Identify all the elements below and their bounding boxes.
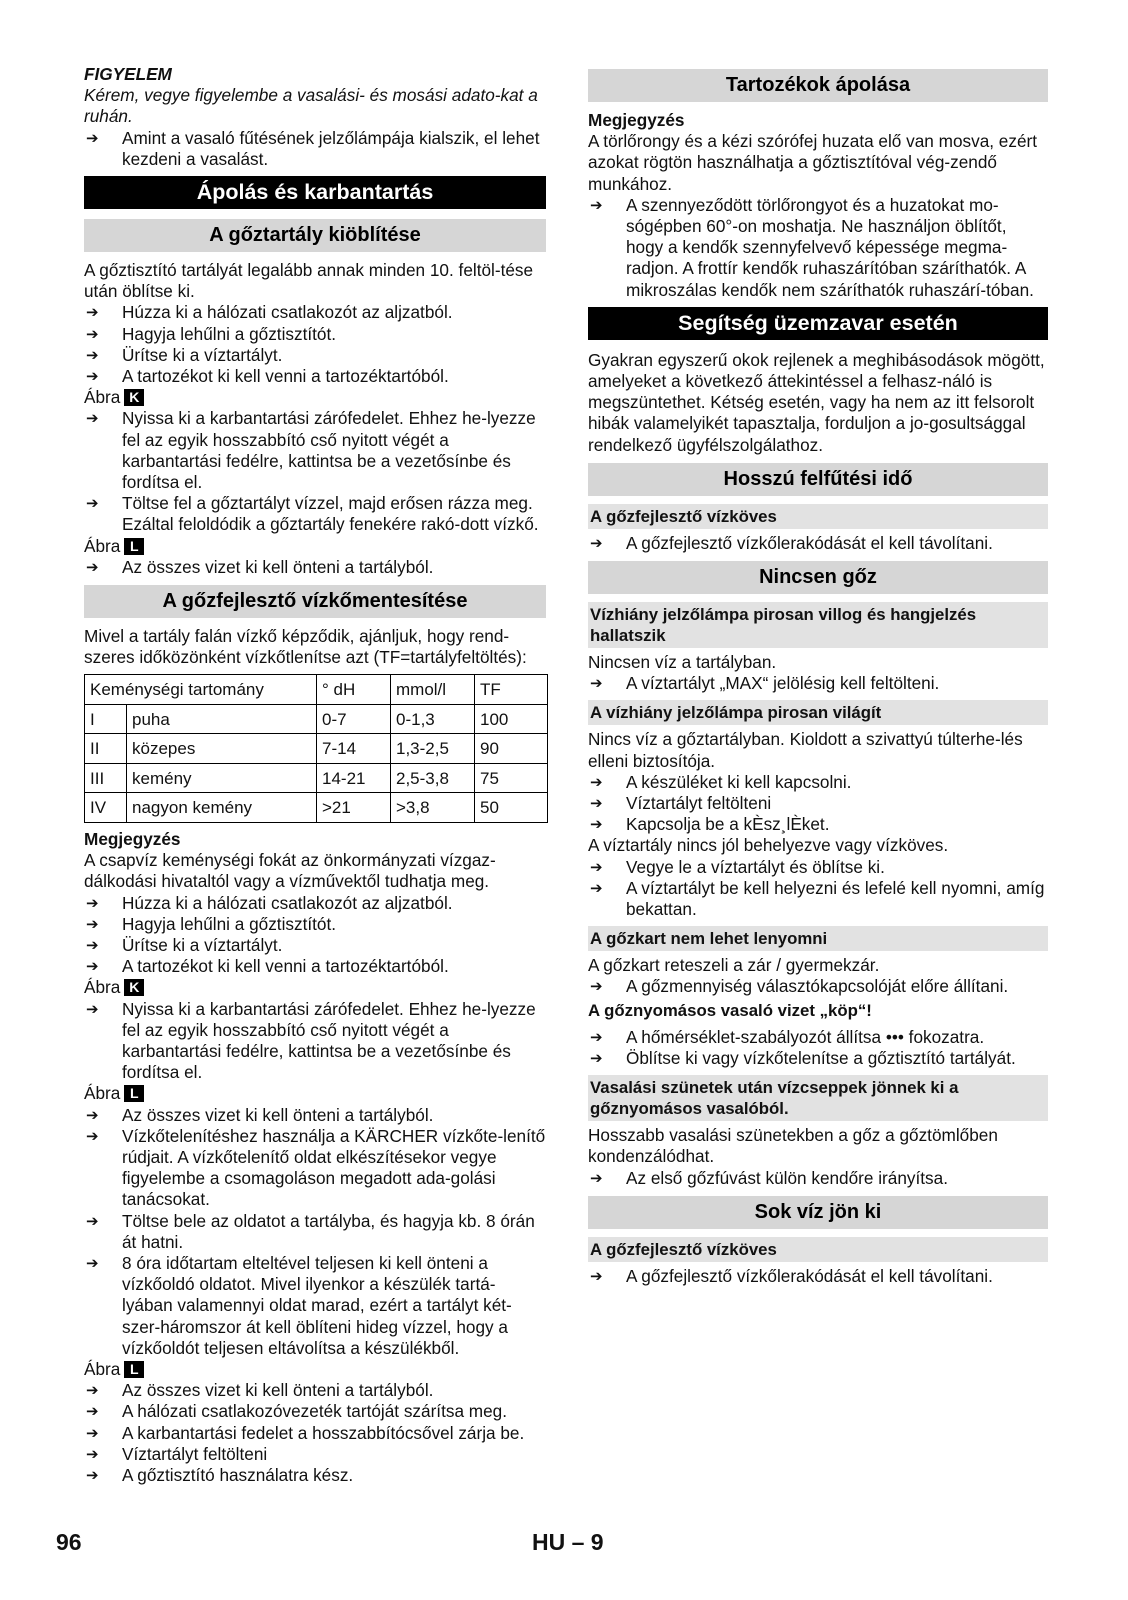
figure-ref	[84, 1359, 546, 1380]
list-item: ➔ Töltse fel a gőztartályt vízzel, majd erősen rázza meg. Ezáltal feloldódik a gőztartály fenekére rakó-dott vízkő.	[84, 493, 546, 535]
list-item: ➔ Kapcsolja be a kÈsz¸lÈket.	[588, 814, 1048, 835]
list-item: ➔ Ürítse ki a víztartályt.	[84, 935, 546, 956]
care-note-text: A törlőrongy és a kézi szórófej huzata elő van mosva, ezért azokat rögtön használhatja a gőztisztítóval vég-zendő munkához.	[588, 131, 1038, 194]
table-cell: 90	[475, 734, 548, 764]
figure-l-badge: L	[124, 1361, 144, 1378]
table-header-row	[85, 675, 548, 705]
list-item: ➔ Az összes vizet ki kell önteni a tartályból.	[84, 557, 546, 578]
care-note-title: Megjegyzés	[588, 110, 685, 130]
table-row	[85, 763, 548, 793]
table-header: Keménységi tartomány	[85, 675, 317, 705]
list-item: ➔ Húzza ki a hálózati csatlakozót az aljzatból.	[84, 893, 546, 914]
figure-l-badge: L	[124, 538, 144, 555]
list-item: ➔ A karbantartási fedelet a hosszabbítócsővel zárja be.	[84, 1423, 546, 1444]
attention-title: FIGYELEM	[84, 64, 172, 84]
lamp-blink-text: Nincsen víz a tartályban.	[588, 652, 777, 673]
note-text: A csapvíz keménységi fokát az önkormányzati vízgaz-dálkodási hivataltól vagy a vízművektől tudhatja meg.	[84, 850, 496, 892]
lamp-red-text: Nincs víz a gőztartályban. Kioldott a szivattyú túlterhe-lés elleni biztosítója.	[588, 729, 1023, 771]
table-cell: III	[85, 763, 127, 793]
list-item: ➔ A gőzmennyiség választókapcsolóját előre állítani.	[588, 976, 1048, 997]
table-cell: II	[85, 734, 127, 764]
descale-intro: Mivel a tartály falán vízkő képződik, ajánljuk, hogy rend-szeres időközönként vízkőtlenítse azt (TF=tartályfeltöltés):	[84, 626, 527, 668]
figure-label: Ábra	[84, 1359, 121, 1380]
list-item: ➔ A készüléket ki kell kapcsolni.	[588, 772, 1048, 793]
list-item: ➔ Az első gőzfúvást külön kendőre irányítsa.	[588, 1168, 1048, 1189]
list-item: ➔ 8 óra időtartam elteltével teljesen ki kell önteni a vízkőoldó oldatot. Mivel ilyenkor a készülék tartá-lyában valamennyi oldat marad, ezért a tartályt két-szer-háromszor át kell öblíteni hideg vízzel, hogy a vízkőoldót teljesen eltávolítsa a készülékből.	[84, 1253, 546, 1359]
table-cell: 100	[475, 704, 548, 734]
list-item: ➔ A gőzfejlesztő vízkőlerakódását el kell távolítani.	[588, 1266, 1048, 1287]
list-item: ➔ Víztartályt feltölteni	[84, 1444, 546, 1465]
help-heading: Segítség üzemzavar esetén	[588, 307, 1048, 340]
table-cell: közepes	[127, 734, 317, 764]
figure-ref	[84, 1083, 546, 1104]
figure-ref	[84, 536, 546, 557]
table-header: ° dH	[317, 675, 391, 705]
figure-k-badge: K	[124, 979, 144, 996]
rinse-intro: A gőztisztító tartályát legalább annak minden 10. feltöl-tése után öblítse ki.	[84, 260, 534, 302]
lamp-red-text-2: A víztartály nincs jól behelyezve vagy vízköves.	[588, 835, 949, 856]
figure-l-badge: L	[124, 1085, 144, 1102]
attention-text: Kérem, vegye figyelembe a vasalási- és mosási adato-kat a ruhán.	[84, 85, 538, 127]
list-item: ➔ Húzza ki a hálózati csatlakozót az aljzatból.	[84, 302, 546, 323]
list-item: ➔ A víztartályt „MAX“ jelölésig kell feltölteni.	[588, 673, 1048, 694]
figure-label: Ábra	[84, 387, 121, 408]
right-column	[588, 64, 1048, 1287]
table-cell: 2,5-3,8	[391, 763, 475, 793]
list-item: ➔ Nyissa ki a karbantartási zárófedelet. Ehhez he-lyezze fel az egyik hosszabbító cső nyitott végét a karbantartási fedélre, kattintsa be a vezetősínbe és fordítsa el.	[84, 999, 546, 1084]
table-row	[85, 734, 548, 764]
list-item: ➔ Az összes vizet ki kell önteni a tartályból.	[84, 1380, 546, 1401]
care-heading: Tartozékok ápolása	[588, 69, 1048, 102]
table-cell: 7-14	[317, 734, 391, 764]
table-cell: >21	[317, 793, 391, 823]
table-cell: IV	[85, 793, 127, 823]
table-header: mmol/l	[391, 675, 475, 705]
drops-text: Hosszabb vasalási szünetekben a gőz a gőztömlőben kondenzálódhat.	[588, 1125, 998, 1167]
figure-label: Ábra	[84, 977, 121, 998]
list-item: ➔ A tartozékot ki kell venni a tartozéktartóból.	[84, 366, 546, 387]
table-cell: kemény	[127, 763, 317, 793]
figure-ref	[84, 977, 546, 998]
rinse-heading: A gőztartály kiöblítése	[84, 219, 546, 252]
list-item: ➔ Vegye le a víztartályt és öblítse ki.	[588, 857, 1048, 878]
list-item: ➔ Töltse bele az oldatot a tartályba, és hagyja kb. 8 órán át hatni.	[84, 1211, 546, 1253]
spit-title: A gőznyomásos vasaló vizet „köp“!	[588, 1000, 872, 1020]
lamp-red-title: A vízhiány jelzőlámpa pirosan világít	[588, 700, 1048, 725]
trigger-title: A gőzkart nem lehet lenyomni	[588, 926, 1048, 951]
list-item: ➔ Ürítse ki a víztartályt.	[84, 345, 546, 366]
much-water-heading: Sok víz jön ki	[588, 1196, 1048, 1229]
table-cell: 1,3-2,5	[391, 734, 475, 764]
scaled-title: A gőzfejlesztő vízköves	[588, 1237, 1048, 1262]
list-item: ➔ Hagyja lehűlni a gőztisztítót.	[84, 914, 546, 935]
list-item: ➔ Vízkőtelenítéshez használja a KÄRCHER vízkőte-lenítő rúdjait. A vízkőtelenítő oldat elkészítésekor vegye figyelembe a csomagoláson megadott ada-golási tanácsokat.	[84, 1126, 546, 1211]
long-heat-heading: Hosszú felfűtési idő	[588, 463, 1048, 496]
note-title: Megjegyzés	[84, 828, 181, 849]
figure-k-badge: K	[124, 389, 144, 406]
no-steam-heading: Nincsen gőz	[588, 561, 1048, 594]
lamp-blink-title: Vízhiány jelzőlámpa pirosan villog és hangjelzés hallatszik	[588, 602, 1048, 648]
table-cell: >3,8	[391, 793, 475, 823]
figure-label: Ábra	[84, 1083, 121, 1104]
page-number: 96	[56, 1529, 82, 1555]
trigger-text: A gőzkart reteszeli a zár / gyermekzár.	[588, 955, 880, 976]
list-item: ➔ A hálózati csatlakozóvezeték tartóját szárítsa meg.	[84, 1401, 546, 1422]
table-row	[85, 793, 548, 823]
table-cell: nagyon kemény	[127, 793, 317, 823]
table-cell: 75	[475, 763, 548, 793]
scaled-title: A gőzfejlesztő vízköves	[588, 504, 1048, 529]
figure-ref	[84, 387, 546, 408]
table-row	[85, 704, 548, 734]
list-item: ➔ Hagyja lehűlni a gőztisztítót.	[84, 324, 546, 345]
table-cell: 0-1,3	[391, 704, 475, 734]
list-item: ➔ Öblítse ki vagy vízkőtelenítse a gőztisztító tartályát.	[588, 1048, 1048, 1069]
figure-label: Ábra	[84, 535, 121, 556]
table-cell: 0-7	[317, 704, 391, 734]
list-item: ➔ Az összes vizet ki kell önteni a tartályból.	[84, 1105, 546, 1126]
list-item: ➔ A gőzfejlesztő vízkőlerakódását el kell távolítani.	[588, 533, 1048, 554]
left-column	[84, 64, 546, 1486]
list-item: ➔ Víztartályt feltölteni	[588, 793, 1048, 814]
page-code: HU – 9	[532, 1529, 604, 1555]
drops-title: Vasalási szünetek után vízcseppek jönnek ki a gőznyomásos vasalóból.	[588, 1075, 1048, 1121]
list-item: ➔ A szennyeződött törlőrongyot és a huzatokat mo-sógépben 60°-on moshatja. Ne használjon öblítőt, hogy a kendők szennyfelvevő képessége megma-radjon. A frottír kendők ruhaszárítóban száríthatók. A mikroszálas kendők nem száríthatók ruhaszárí-tóban.	[588, 195, 1048, 301]
list-item: ➔ Nyissa ki a karbantartási zárófedelet. Ehhez he-lyezze fel az egyik hosszabbító cső nyitott végét a karbantartási fedélre, kattintsa be a vezetősínbe és fordítsa el.	[84, 408, 546, 493]
table-cell: 50	[475, 793, 548, 823]
main-heading: Ápolás és karbantartás	[84, 176, 546, 209]
table-cell: puha	[127, 704, 317, 734]
table-cell: 14-21	[317, 763, 391, 793]
list-item: ➔ A víztartályt be kell helyezni és lefelé kell nyomni, amíg bekattan.	[588, 878, 1048, 920]
descale-heading: A gőzfejlesztő vízkőmentesítése	[84, 585, 546, 618]
table-cell: I	[85, 704, 127, 734]
list-item: ➔ A gőztisztító használatra kész.	[84, 1465, 546, 1486]
list-item: ➔ A tartozékot ki kell venni a tartozéktartóból.	[84, 956, 546, 977]
iron-step: ➔ Amint a vasaló fűtésének jelzőlámpája kialszik, el lehet kezdeni a vasalást.	[84, 128, 546, 170]
help-intro: Gyakran egyszerű okok rejlenek a meghibásodások mögött, amelyeket a következő áttekintéssel a felhasz-náló is megszüntethet. Kétség esetén, vagy ha nem az itt felsorolt hibák valamelyikét tapasztalja, forduljon a jo-gosultsággal rendelkező ügyfélszolgálathoz.	[588, 349, 1045, 455]
table-header: TF	[475, 675, 548, 705]
list-item: ➔ A hőmérséklet-szabályozót állítsa ••• fokozatra.	[588, 1027, 1048, 1048]
hardness-table	[84, 674, 548, 823]
